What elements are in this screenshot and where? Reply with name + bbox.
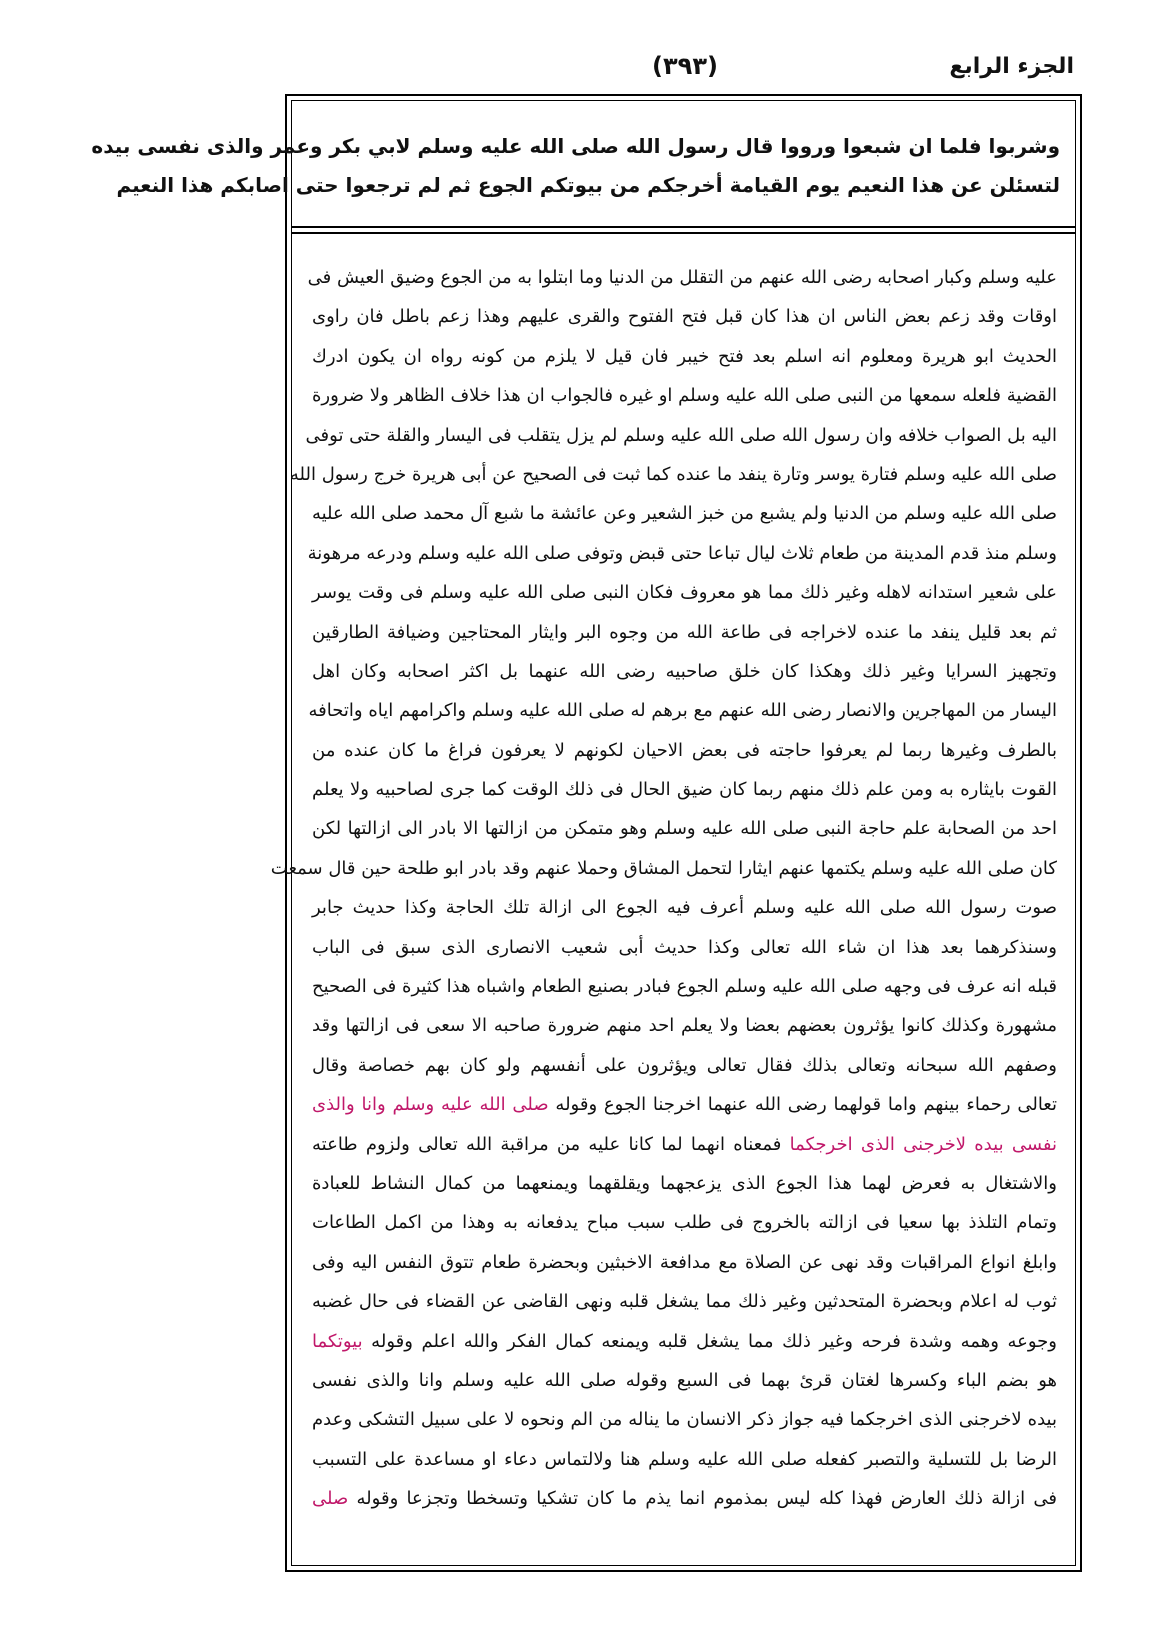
commentary-segment: وصفهم الله سبحانه وتعالى بذلك فقال تعالى ويؤثرون على أنفسهم ولو كان بهم خصاصة وقال: [312, 1054, 1057, 1076]
commentary-line: [312, 1243, 1057, 1282]
highlighted-quote: بيوتكما: [312, 1330, 363, 1352]
commentary-segment: اليه بل الصواب خلافه وان رسول الله صلى الله عليه وسلم لم يزل يتقلب فى اليسار والقلة حتى توفى: [305, 424, 1057, 446]
commentary-line: [312, 376, 1057, 415]
commentary-segment: على شعير استدانه لاهله وغير ذلك مما هو معروف فكان النبى صلى الله عليه وسلم فى وقت يوسر: [312, 582, 1057, 604]
commentary-line: [312, 1361, 1057, 1400]
commentary-segment: اليسار من المهاجرين والانصار رضى الله عنهم مع برهم له صلى الله عليه وسلم واكرامهم اياه واتحافه: [308, 700, 1057, 722]
commentary-text: [270, 258, 1057, 1519]
commentary-segment: وسنذكرهما بعد هذا ان شاء الله تعالى وكذا حديث أبى شعيب الانصارى الذى سبق فى الباب: [312, 936, 1057, 958]
hadith-line: لتسئلن عن هذا النعيم يوم القيامة أخرجكم من بيوتكم الجوع ثم لم ترجعوا حتى اصابكم هذا النعيم: [116, 173, 1060, 198]
commentary-segment: فمعناه انهما لما كانا عليه من مراقبة الله تعالى ولزوم طاعته: [312, 1133, 790, 1155]
page-header: [290, 52, 1080, 92]
commentary-segment: وجوعه وهمه وشدة فرحه وغير ذلك مما يشغل قلبه ويمنعه كمال الفكر والله اعلم وقوله: [362, 1330, 1057, 1352]
highlighted-quote: نفسى بيده لاخرجنى الذى اخرجكما: [789, 1133, 1057, 1155]
commentary-line: [312, 613, 1057, 652]
commentary-line: [307, 258, 1057, 297]
commentary-segment: احد من الصحابة علم حاجة النبى صلى الله عليه وسلم وهو متمكن من ازالتها الا بادر الى ازالتها لكن: [312, 818, 1057, 840]
commentary-line: [312, 731, 1057, 770]
commentary-segment: الرضا بل للتسلية والتصبر كفعله صلى الله عليه وسلم هنا ولالتماس دعاء او مساعدة على التسبب: [312, 1448, 1057, 1470]
volume-title: الجزء الرابع: [949, 54, 1074, 79]
commentary-segment: مشهورة وكذلك كانوا يؤثرون بعضهم بعضا ولا يعلم احد منهم ضرورة صاحبه الا سعى فى ازالتها وقد: [312, 1015, 1057, 1037]
commentary-line: [308, 691, 1057, 730]
commentary-line: [307, 534, 1057, 573]
commentary-segment: صلى الله عليه وسلم من الدنيا ولم يشبع من خبز الشعير وعن عائشة ما شبع آل محمد صلى الله عليه: [311, 503, 1057, 525]
commentary-line: [312, 1006, 1057, 1045]
commentary-line: [312, 770, 1057, 809]
commentary-segment: اوقات وقد زعم بعض الناس ان هذا كان قبل فتح الفتوح والقرى عليهم وهذا زعم باطل فان راوى: [312, 306, 1057, 328]
commentary-segment: ثم بعد قليل ينفد ما عنده لاخراجه فى طاعة الله من وجوه البر وايثار المحتاجين وضيافة الطارقين: [312, 621, 1057, 643]
commentary-line: [312, 1085, 1057, 1124]
commentary-segment: القضية فلعله سمعها من النبى صلى الله عليه وسلم او غيره فالجواب ان هذا خلاف الظاهر ولا ضرورة: [312, 385, 1057, 407]
commentary-line: [289, 455, 1057, 494]
commentary-segment: هو بضم الباء وكسرها لغتان قرئ بهما فى السبع وقوله صلى الله عليه وسلم وانا والذى نفسى: [312, 1369, 1057, 1391]
commentary-line: [312, 1400, 1057, 1439]
commentary-line: [312, 888, 1057, 927]
commentary-line: [312, 1203, 1057, 1242]
commentary-line: [312, 1322, 1057, 1361]
commentary-line: [312, 928, 1057, 967]
commentary-segment: والاشتغال به فعرض لهما هذا الجوع الذى يزعجهما ويقلقهما ويمنعهما من كمال النشاط للعبادة: [312, 1172, 1057, 1194]
commentary-line: [312, 297, 1057, 336]
hadith-text: [91, 126, 1060, 205]
hadith-line: وشربوا فلما ان شبعوا ورووا قال رسول الله صلى الله عليه وسلم لابي بكر وعمر والذى نفسى بيده: [91, 134, 1060, 158]
commentary-segment: كان صلى الله عليه وسلم يكتمها عنهم ايثارا لتحمل المشاق وحملا عنهم وقد بادر ابو طلحة حين قال سمعت: [270, 857, 1057, 879]
commentary-line: [312, 809, 1057, 848]
commentary-segment: صوت رسول الله صلى الله عليه وسلم أعرف فيه الجوع الى ازالة تلك الحاجة وكذا حديث جابر: [312, 897, 1057, 919]
commentary-segment: وابلغ انواع المراقبات وقد نهى عن الصلاة مع مدافعة الاخبثين وبحضرة طعام تتوق النفس اليه وفى: [312, 1251, 1057, 1273]
commentary-line: [312, 1282, 1057, 1321]
commentary-segment: الحديث ابو هريرة ومعلوم انه اسلم بعد فتح خيبر فان قيل لا يلزم من كونه رواه ان يكون ادرك: [312, 345, 1057, 367]
commentary-segment: وسلم منذ قدم المدينة من طعام ثلاث ليال تباعا حتى قبض وتوفى صلى الله عليه وسلم ودرعه مرهونة: [307, 542, 1057, 564]
commentary-line: [312, 573, 1057, 612]
commentary-segment: فى ازالة ذلك العارض فهذا كله ليس بمذموم انما يذم ما كان تشكيا وتسخطا وتجزعا وقوله: [348, 1488, 1057, 1510]
page-number: (٣٩٣): [652, 52, 718, 80]
commentary-segment: عليه وسلم وكبار اصحابه رضى الله عنهم من التقلل من الدنيا وما ابتلوا به من الجوع وضيق العيش فى: [307, 267, 1057, 288]
commentary-segment: بالطرف وغيرها ربما لم يعرفوا حاجته فى بعض الاحيان لكونهم لا يعرفون فراغ ما كان عنده من: [312, 739, 1057, 761]
commentary-segment: بيده لاخرجنى الذى اخرجكما فيه جواز ذكر الانسان ما يناله من الم ونحوه لا على سبيل التشكى وعدم: [312, 1409, 1057, 1431]
commentary-line: [312, 1125, 1057, 1164]
commentary-line: [312, 1046, 1057, 1085]
commentary-segment: قبله انه عرف فى وجهه صلى الله عليه وسلم الجوع فبادر بصنيع الطعام واشباه هذا كثيرة فى الصحيح: [312, 976, 1057, 998]
commentary-line: [312, 967, 1057, 1006]
commentary-line: [312, 652, 1057, 691]
commentary-line: [312, 1440, 1057, 1479]
commentary-segment: وتجهيز السرايا وغير ذلك وهكذا كان خلق صاحبيه رضى الله عنهما بل اكثر اصحابه وكان اهل: [312, 660, 1057, 682]
divider-rule: [292, 226, 1075, 228]
commentary-segment: القوت بايثاره به ومن علم ذلك منهم ربما كان ضيق الحال فى ذلك الوقت كما جرى لصاحبيه ولا يعلم: [312, 779, 1057, 801]
commentary-line: [270, 849, 1057, 888]
commentary-line: [312, 1164, 1057, 1203]
divider-rule: [292, 232, 1075, 234]
commentary-segment: صلى الله عليه وسلم فتارة يوسر وتارة ينفد ما عنده كما ثبت فى الصحيح عن أبى هريرة خرج رسول الله: [289, 463, 1057, 485]
commentary-line: [312, 494, 1057, 533]
commentary-line: [312, 337, 1057, 376]
commentary-segment: تعالى رحماء بينهم واما قولهما رضى الله عنهما اخرجنا الجوع وقوله: [548, 1094, 1057, 1116]
commentary-segment: ثوب له اعلام وبحضرة المتحدثين وغير ذلك مما يشغل قلبه ونهى القاضى عن القضاء فى حال غضبه: [312, 1291, 1057, 1313]
commentary-segment: وتمام التلذذ بها سعيا فى ازالته بالخروج فى طلب سبب مباح يدفعانه به وهذا من اكمل الطاعات: [312, 1212, 1057, 1234]
highlighted-quote: صلى: [312, 1488, 349, 1510]
commentary-line: [305, 416, 1057, 455]
highlighted-quote: صلى الله عليه وسلم وانا والذى: [312, 1094, 549, 1116]
commentary-line: [312, 1479, 1057, 1518]
